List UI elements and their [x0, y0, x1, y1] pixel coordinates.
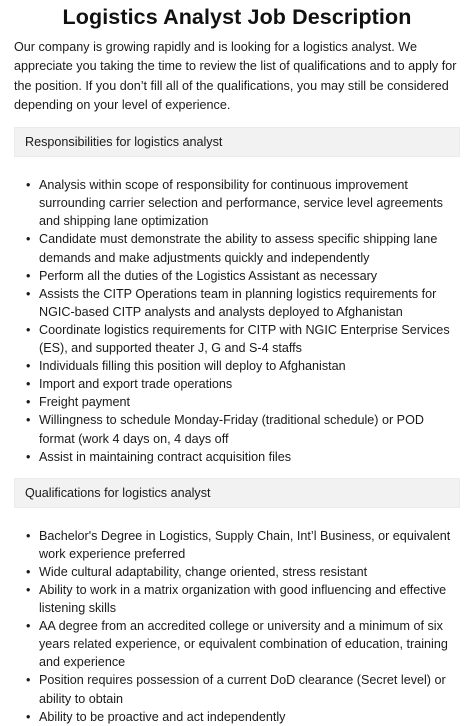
list-item-text: Ability to be proactive and act independently: [39, 709, 286, 724]
list-item: [14, 393, 460, 411]
bullet-icon: •: [26, 322, 31, 337]
list-item-text: Willingness to schedule Monday-Friday (traditional schedule) or POD format (work 4 days on, 4 days off: [39, 413, 424, 446]
list-item-text: Analysis within scope of responsibility for continuous improvement surrounding carrier selection and performance, service level agreements and shipping lane optimization: [39, 178, 443, 229]
list-item: [14, 230, 460, 266]
list-item-text: Coordinate logistics requirements for CITP with NGIC Enterprise Services (ES), and supported theater J, G and S-4 staffs: [39, 322, 450, 356]
list-item: [14, 708, 460, 726]
page-title: Logistics Analyst Job Description: [62, 5, 412, 29]
responsibilities-list: [14, 176, 460, 466]
list-item: [14, 527, 460, 563]
list-item: [14, 321, 460, 357]
list-item: [14, 375, 460, 393]
list-item: [14, 581, 460, 617]
bullet-icon: •: [26, 178, 31, 193]
list-item: [14, 357, 460, 375]
bullet-icon: •: [26, 377, 31, 392]
list-item-text: Import and export trade operations: [39, 377, 233, 392]
responsibilities-header: Responsibilities for logistics analyst: [14, 127, 460, 157]
list-item-text: Perform all the duties of the Logistics Assistant as necessary: [39, 268, 378, 283]
list-item: [14, 563, 460, 581]
bullet-icon: •: [26, 564, 31, 579]
bullet-icon: •: [26, 268, 31, 283]
bullet-icon: •: [26, 449, 31, 464]
list-item: [14, 285, 460, 321]
list-item-text: AA degree from an accredited college or university and a minimum of six years related experience, or equivalent combination of education, training and experience: [39, 619, 448, 670]
list-item: [14, 411, 460, 447]
bullet-icon: •: [26, 673, 31, 688]
bullet-icon: •: [26, 619, 31, 634]
qualifications-header: Qualifications for logistics analyst: [14, 478, 460, 508]
bullet-icon: •: [26, 528, 31, 543]
list-item-text: Freight payment: [39, 395, 130, 410]
intro-paragraph: Our company is growing rapidly and is looking for a logistics analyst. We appreciate you taking the time to review the list of qualifications and to apply for the position. If you don’t fill all of the qualifications, you may still be considered depending on your level of experience.: [14, 40, 457, 112]
bullet-icon: •: [26, 395, 31, 410]
list-item-text: Assists the CITP Operations team in planning logistics requirements for NGIC-based CITP analysts and analysts deployed to Afghanistan: [39, 286, 437, 319]
list-item-text: Ability to work in a matrix organization with good influencing and effective listening skills: [39, 582, 447, 616]
bullet-icon: •: [26, 582, 31, 597]
bullet-icon: •: [26, 709, 31, 724]
list-item: [14, 617, 460, 671]
bullet-icon: •: [26, 232, 31, 247]
list-item: [14, 448, 460, 466]
list-item-text: Candidate must demonstrate the ability to assess specific shipping lane demands and make adjustments quickly and independently: [39, 232, 438, 265]
bullet-icon: •: [26, 413, 31, 428]
list-item-text: Position requires possession of a current DoD clearance (Secret level) or ability to obtain: [39, 673, 446, 706]
list-item: [14, 267, 460, 285]
qualifications-list: [14, 527, 460, 726]
list-item: [14, 176, 460, 230]
list-item-text: Wide cultural adaptability, change oriented, stress resistant: [39, 564, 368, 579]
bullet-icon: •: [26, 286, 31, 301]
bullet-icon: •: [26, 359, 31, 374]
list-item: [14, 671, 460, 707]
list-item-text: Individuals filling this position will deploy to Afghanistan: [39, 359, 346, 374]
list-item-text: Assist in maintaining contract acquisition files: [39, 449, 291, 464]
list-item-text: Bachelor's Degree in Logistics, Supply Chain, Int’l Business, or equivalent work experience preferred: [39, 528, 451, 561]
